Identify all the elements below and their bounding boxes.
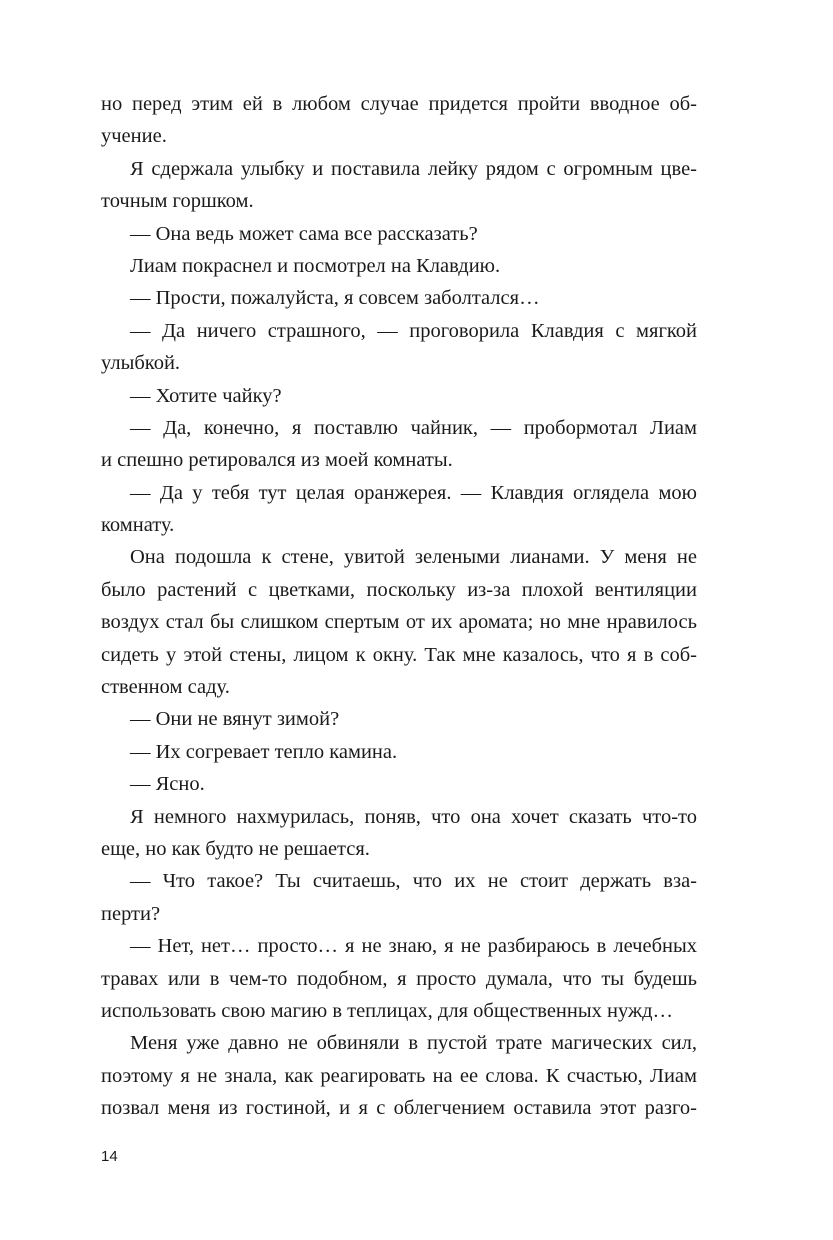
text-line: улыбкой. (101, 352, 181, 375)
text-line: позвал меня из гостиной, и я с облегчением оставила этот разго- (101, 1097, 697, 1120)
text-line: травах или в чем-то подобном, я просто думала, что ты будешь (101, 967, 697, 990)
text-line: поэтому я не знала, как реагировать на ее слова. К счастью, Лиам (101, 1064, 697, 1087)
text-line: Лиам покраснел и посмотрел на Клавдию. (130, 254, 501, 277)
text-line: комнату. (101, 514, 175, 537)
text-line: ственном саду. (101, 676, 230, 699)
text-line: — Они не вянут зимой? (130, 708, 340, 731)
text-line: — Прости, пожалуйста, я совсем заболтался… (130, 287, 540, 310)
page-number: 14 (101, 1148, 118, 1165)
text-line: — Да, конечно, я поставлю чайник, — пробормотал Лиам (130, 416, 697, 439)
text-line: Я немного нахмурилась, поняв, что она хочет сказать что-то (130, 805, 697, 828)
text-line: еще, но как будто не решается. (101, 837, 370, 860)
text-line: сидеть у этой стены, лицом к окну. Так мне казалось, что я в соб- (101, 643, 697, 666)
text-line: точным горшком. (101, 190, 254, 213)
text-line: перти? (101, 902, 161, 925)
text-line: — Да у тебя тут целая оранжерея. — Клавдия оглядела мою (130, 481, 697, 504)
text-line: — Что такое? Ты считаешь, что их не стоит держать вза- (130, 870, 697, 893)
text-line: — Их согревает тепло камина. (130, 740, 398, 763)
text-line: Она подошла к стене, увитой зелеными лианами. У меня не (130, 546, 697, 569)
text-line: Я сдержала улыбку и поставила лейку рядом с огромным цве- (130, 157, 697, 180)
text-line: воздух стал бы слишком спертым от их аромата; но мне нравилось (101, 611, 697, 634)
text-line: — Хотите чайку? (130, 384, 282, 407)
page-body-text (101, 88, 697, 1125)
text-line: Меня уже давно не обвиняли в пустой трате магических сил, (130, 1032, 697, 1055)
text-line: учение. (101, 125, 167, 148)
text-line: было растений с цветками, поскольку из-за плохой вентиляции (101, 578, 697, 601)
text-line: но перед этим ей в любом случае придется пройти вводное об- (101, 93, 697, 115)
text-line: — Ясно. (130, 773, 205, 796)
text-line: — Да ничего страшного, — проговорила Клавдия с мягкой (130, 319, 697, 342)
text-line: — Нет, нет… просто… я не знаю, я не разбираюсь в лечебных (130, 935, 697, 958)
text-line: — Она ведь может сама все рассказать? (130, 222, 478, 245)
text-line: и спешно ретировался из моей комнаты. (101, 449, 453, 472)
text-line: использовать свою магию в теплицах, для общественных нужд… (101, 999, 674, 1022)
